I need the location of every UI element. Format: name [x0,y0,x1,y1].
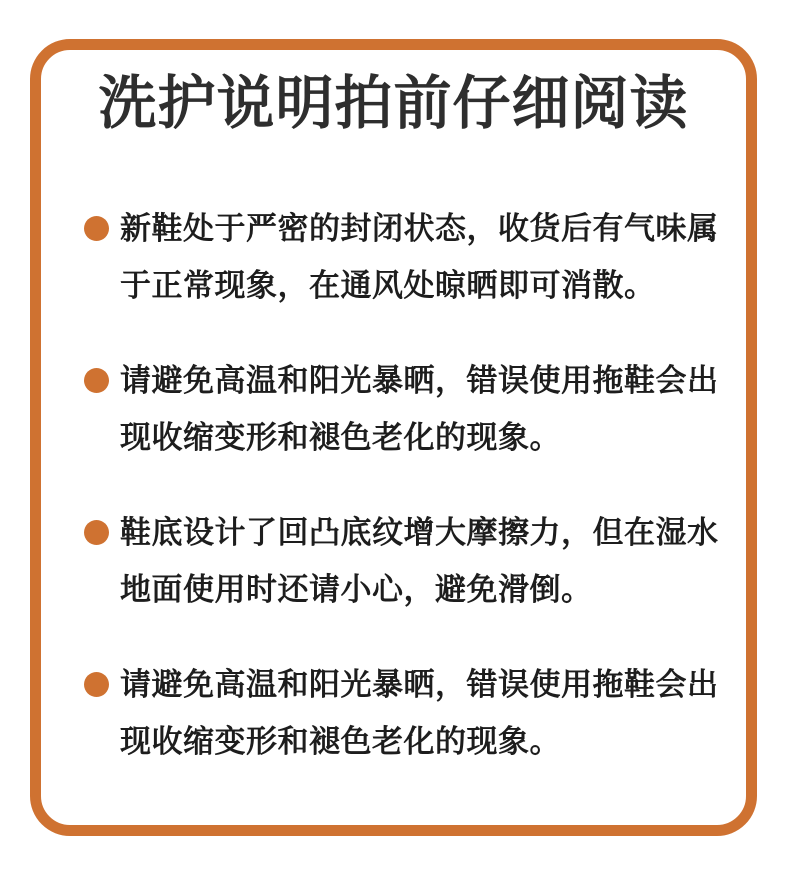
page-title: 洗护说明拍前仔细阅读 [98,71,689,136]
care-instructions-card [30,39,757,836]
bullet-dot-icon [84,520,109,545]
list-item [84,656,746,770]
care-note-text: 请避免高温和阳光暴晒，错误使用拖鞋会出现收缩变形和褪色老化的现象。 [120,667,719,759]
bullet-dot-icon [84,672,109,697]
care-note-text: 请避免高温和阳光暴晒，错误使用拖鞋会出现收缩变形和褪色老化的现象。 [120,363,719,455]
bullet-dot-icon [84,216,109,241]
care-note-text: 新鞋处于严密的封闭状态，收货后有气味属于正常现象，在通风处晾晒即可消散。 [120,211,719,303]
list-item [84,504,746,618]
care-notes-list [84,200,746,770]
bullet-dot-icon [84,368,109,393]
list-item [84,352,746,466]
list-item [84,200,746,314]
care-note-text: 鞋底设计了回凸底纹增大摩擦力，但在湿水地面使用时还请小心，避免滑倒。 [120,515,719,607]
